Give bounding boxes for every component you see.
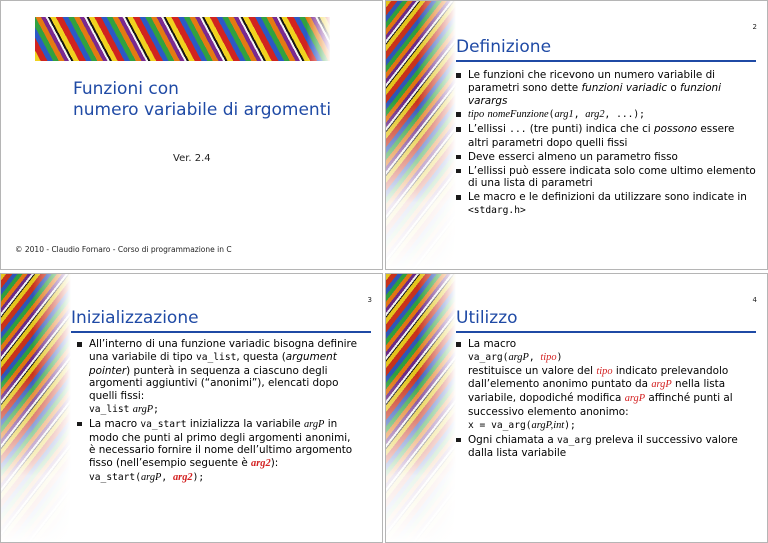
title-line-1: Funzioni con (73, 79, 179, 99)
slide-3 (0, 273, 383, 543)
version-label: Ver. 2.4 (173, 153, 211, 164)
page-number: 3 (367, 296, 372, 304)
page-number: 2 (752, 23, 757, 31)
slide-2 (385, 0, 768, 270)
slide-heading: Inizializzazione (71, 308, 199, 328)
list-item: All’interno di una funzione variadic bisogna definire una variabile di tipo va_list, questa (argument pointer) punterà in sequenza a ciascuno degli argomenti aggiuntivi (“anonimi”), elencati dopo quelli fissi: va_list argP; (77, 338, 359, 417)
heading-rule (456, 60, 756, 62)
list-item: tipo nomeFunzione(arg1, arg2, ...); (456, 108, 756, 122)
list-item: Ogni chiamata a va_arg preleva il successivo valore dalla lista variabile (456, 434, 746, 461)
list-item: La macro va_start inizializza la variabile argP in modo che punti al primo degli argomenti anonimi, è necessario fornire il nome dell’ultimo argomento fisso (nell’esempio seguente è arg2): va_start(argP, arg2); (77, 418, 359, 485)
list-item: L’ellissi può essere indicata solo come ultimo elemento di una lista di parametri (456, 165, 756, 191)
slide-heading: Utilizzo (456, 308, 518, 328)
list-item: Deve esserci almeno un parametro fisso (456, 151, 756, 164)
presentation-title (73, 79, 331, 121)
corner-fade (1, 374, 71, 543)
bullet-list (456, 69, 756, 219)
stained-glass-banner (35, 17, 330, 61)
list-item: Le macro e le definizioni da utilizzare sono indicate in <stdarg.h> (456, 191, 756, 218)
footer-credit: © 2010 - Claudio Fornaro - Corso di programmazione in C (15, 245, 232, 254)
heading-rule (71, 331, 371, 333)
slide-1 (0, 0, 383, 270)
bullet-list (77, 338, 359, 486)
corner-fade (386, 374, 456, 543)
list-item: La macro va_arg(argP, tipo) restituisce un valore del tipo indicato prelevandolo dall’elemento anonimo puntato da argP nella lista variabile, dopodiché modifica argP affinché punti al successivo elemento anonimo: x = va_arg(argP,int); (456, 338, 746, 433)
slide-4 (385, 273, 768, 543)
heading-rule (456, 331, 756, 333)
title-line-2: numero variabile di argomenti (73, 100, 332, 120)
slide-heading: Definizione (456, 37, 552, 57)
page-number: 4 (752, 296, 757, 304)
list-item: Le funzioni che ricevono un numero variabile di parametri sono dette funzioni variadic o funzioni varargs (456, 69, 756, 107)
list-item: L’ellissi ... (tre punti) indica che ci possono essere altri parametri dopo quelli fissi (456, 123, 756, 150)
bullet-list (456, 338, 746, 461)
corner-fade (386, 101, 456, 270)
